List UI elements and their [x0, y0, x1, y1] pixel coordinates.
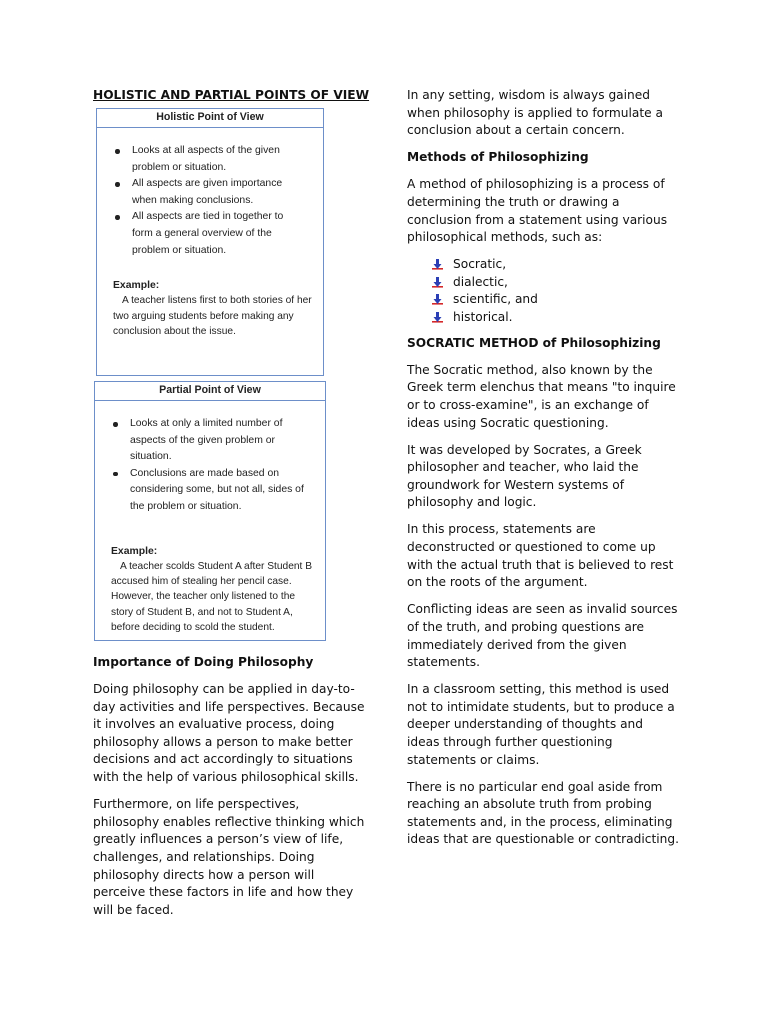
bullet-icon [113, 422, 118, 427]
down-arrow-bullet-icon [432, 294, 443, 306]
bullet-icon [115, 149, 120, 154]
document-title: HOLISTIC AND PARTIAL POINTS OF VIEW [93, 88, 370, 102]
methods-list [407, 256, 679, 326]
bullet-icon [115, 215, 120, 220]
holistic-bullet: All aspects are tied in together to form a general overview of the problem or situation. [97, 209, 323, 259]
partial-bullet: Looks at only a limited number of aspects of the given problem or situation. [95, 416, 325, 466]
methods-heading: Methods of Philosophizing [407, 150, 589, 165]
importance-paragraph-1: Doing philosophy can be applied in day-to-day activities and life perspectives. Because it involves an evaluative process, doing philosophy allows a person to make better decisions and act accordingly to situations with the help of various philosophical skills. [93, 682, 365, 785]
socratic-heading: SOCRATIC METHOD of Philosophizing [407, 335, 661, 350]
socratic-paragraph: It was developed by Socrates, a Greek philosopher and teacher, who laid the groundwork for Western systems of philosophy and logic. [407, 442, 642, 510]
importance-heading: Importance of Doing Philosophy [93, 655, 314, 669]
holistic-example-text: A teacher listens first to both stories of her two arguing students before making any conclusion about the issue. [113, 295, 312, 337]
socratic-paragraph: In a classroom setting, this method is used not to intimidate students, but to produce a deeper understanding of thoughts and ideas through further questioning statements or claims. [407, 682, 675, 767]
socratic-paragraph: There is no particular end goal aside from reaching an absolute truth from probing statements and, in the process, eliminating ideas that are questionable or contradicting. [407, 779, 679, 847]
holistic-bullet: Looks at all aspects of the given problem or situation. [97, 143, 323, 176]
holistic-point-of-view-box [96, 108, 324, 376]
partial-example-text: A teacher scolds Student A after Student B accused him of stealing her pencil case. However, the teacher only listened to the story of Student B, and not to Student A, before deciding to scold the student. [111, 560, 312, 634]
importance-paragraph-2: Furthermore, on life perspectives, philosophy enables reflective thinking which greatly influences a person’s view of life, challenges, and relationships. Doing philosophy directs how a person will perceive these factors in life and how they will be faced. [93, 797, 365, 917]
holistic-example-label: Example: [113, 280, 160, 292]
partial-bullet: Conclusions are made based on considering some, but not all, sides of the problem or situation. [95, 466, 325, 516]
socratic-paragraph: In this process, statements are deconstructed or questioned to come up with the actual truth that is believed to rest on the roots of the argument. [407, 522, 674, 590]
partial-bullet-list [95, 416, 325, 516]
socratic-paragraph: The Socratic method, also known by the Greek term elenchus that means "to inquire or to cross-examine", is an exchange of ideas using Socratic questioning. [407, 362, 676, 430]
bullet-icon [115, 182, 120, 187]
left-column [93, 87, 370, 105]
bullet-icon [113, 472, 118, 477]
partial-box-title: Partial Point of View [95, 382, 325, 401]
methods-paragraph: A method of philosophizing is a process of determining the truth or drawing a conclusion from a statement using various philosophical methods, such as: [407, 177, 668, 245]
importance-section [93, 654, 365, 929]
socratic-paragraph: Conflicting ideas are seen as invalid sources of the truth, and probing questions are immediately derived from the given statements. [407, 602, 678, 670]
holistic-bullet: All aspects are given importance when making conclusions. [97, 176, 323, 209]
method-item: Socratic, [432, 256, 679, 274]
partial-point-of-view-box [94, 381, 326, 641]
partial-example-label: Example: [111, 545, 158, 557]
intro-paragraph: In any setting, wisdom is always gained when philosophy is applied to formulate a conclusion about a certain concern. [407, 88, 663, 138]
holistic-box-title: Holistic Point of View [97, 109, 323, 128]
down-arrow-bullet-icon [432, 259, 443, 271]
method-item: dialectic, [432, 274, 679, 292]
method-item: scientific, and [432, 291, 679, 309]
holistic-bullet-list [97, 143, 323, 259]
down-arrow-bullet-icon [432, 277, 443, 289]
method-item: historical. [432, 309, 679, 327]
down-arrow-bullet-icon [432, 312, 443, 324]
right-column [407, 87, 679, 859]
